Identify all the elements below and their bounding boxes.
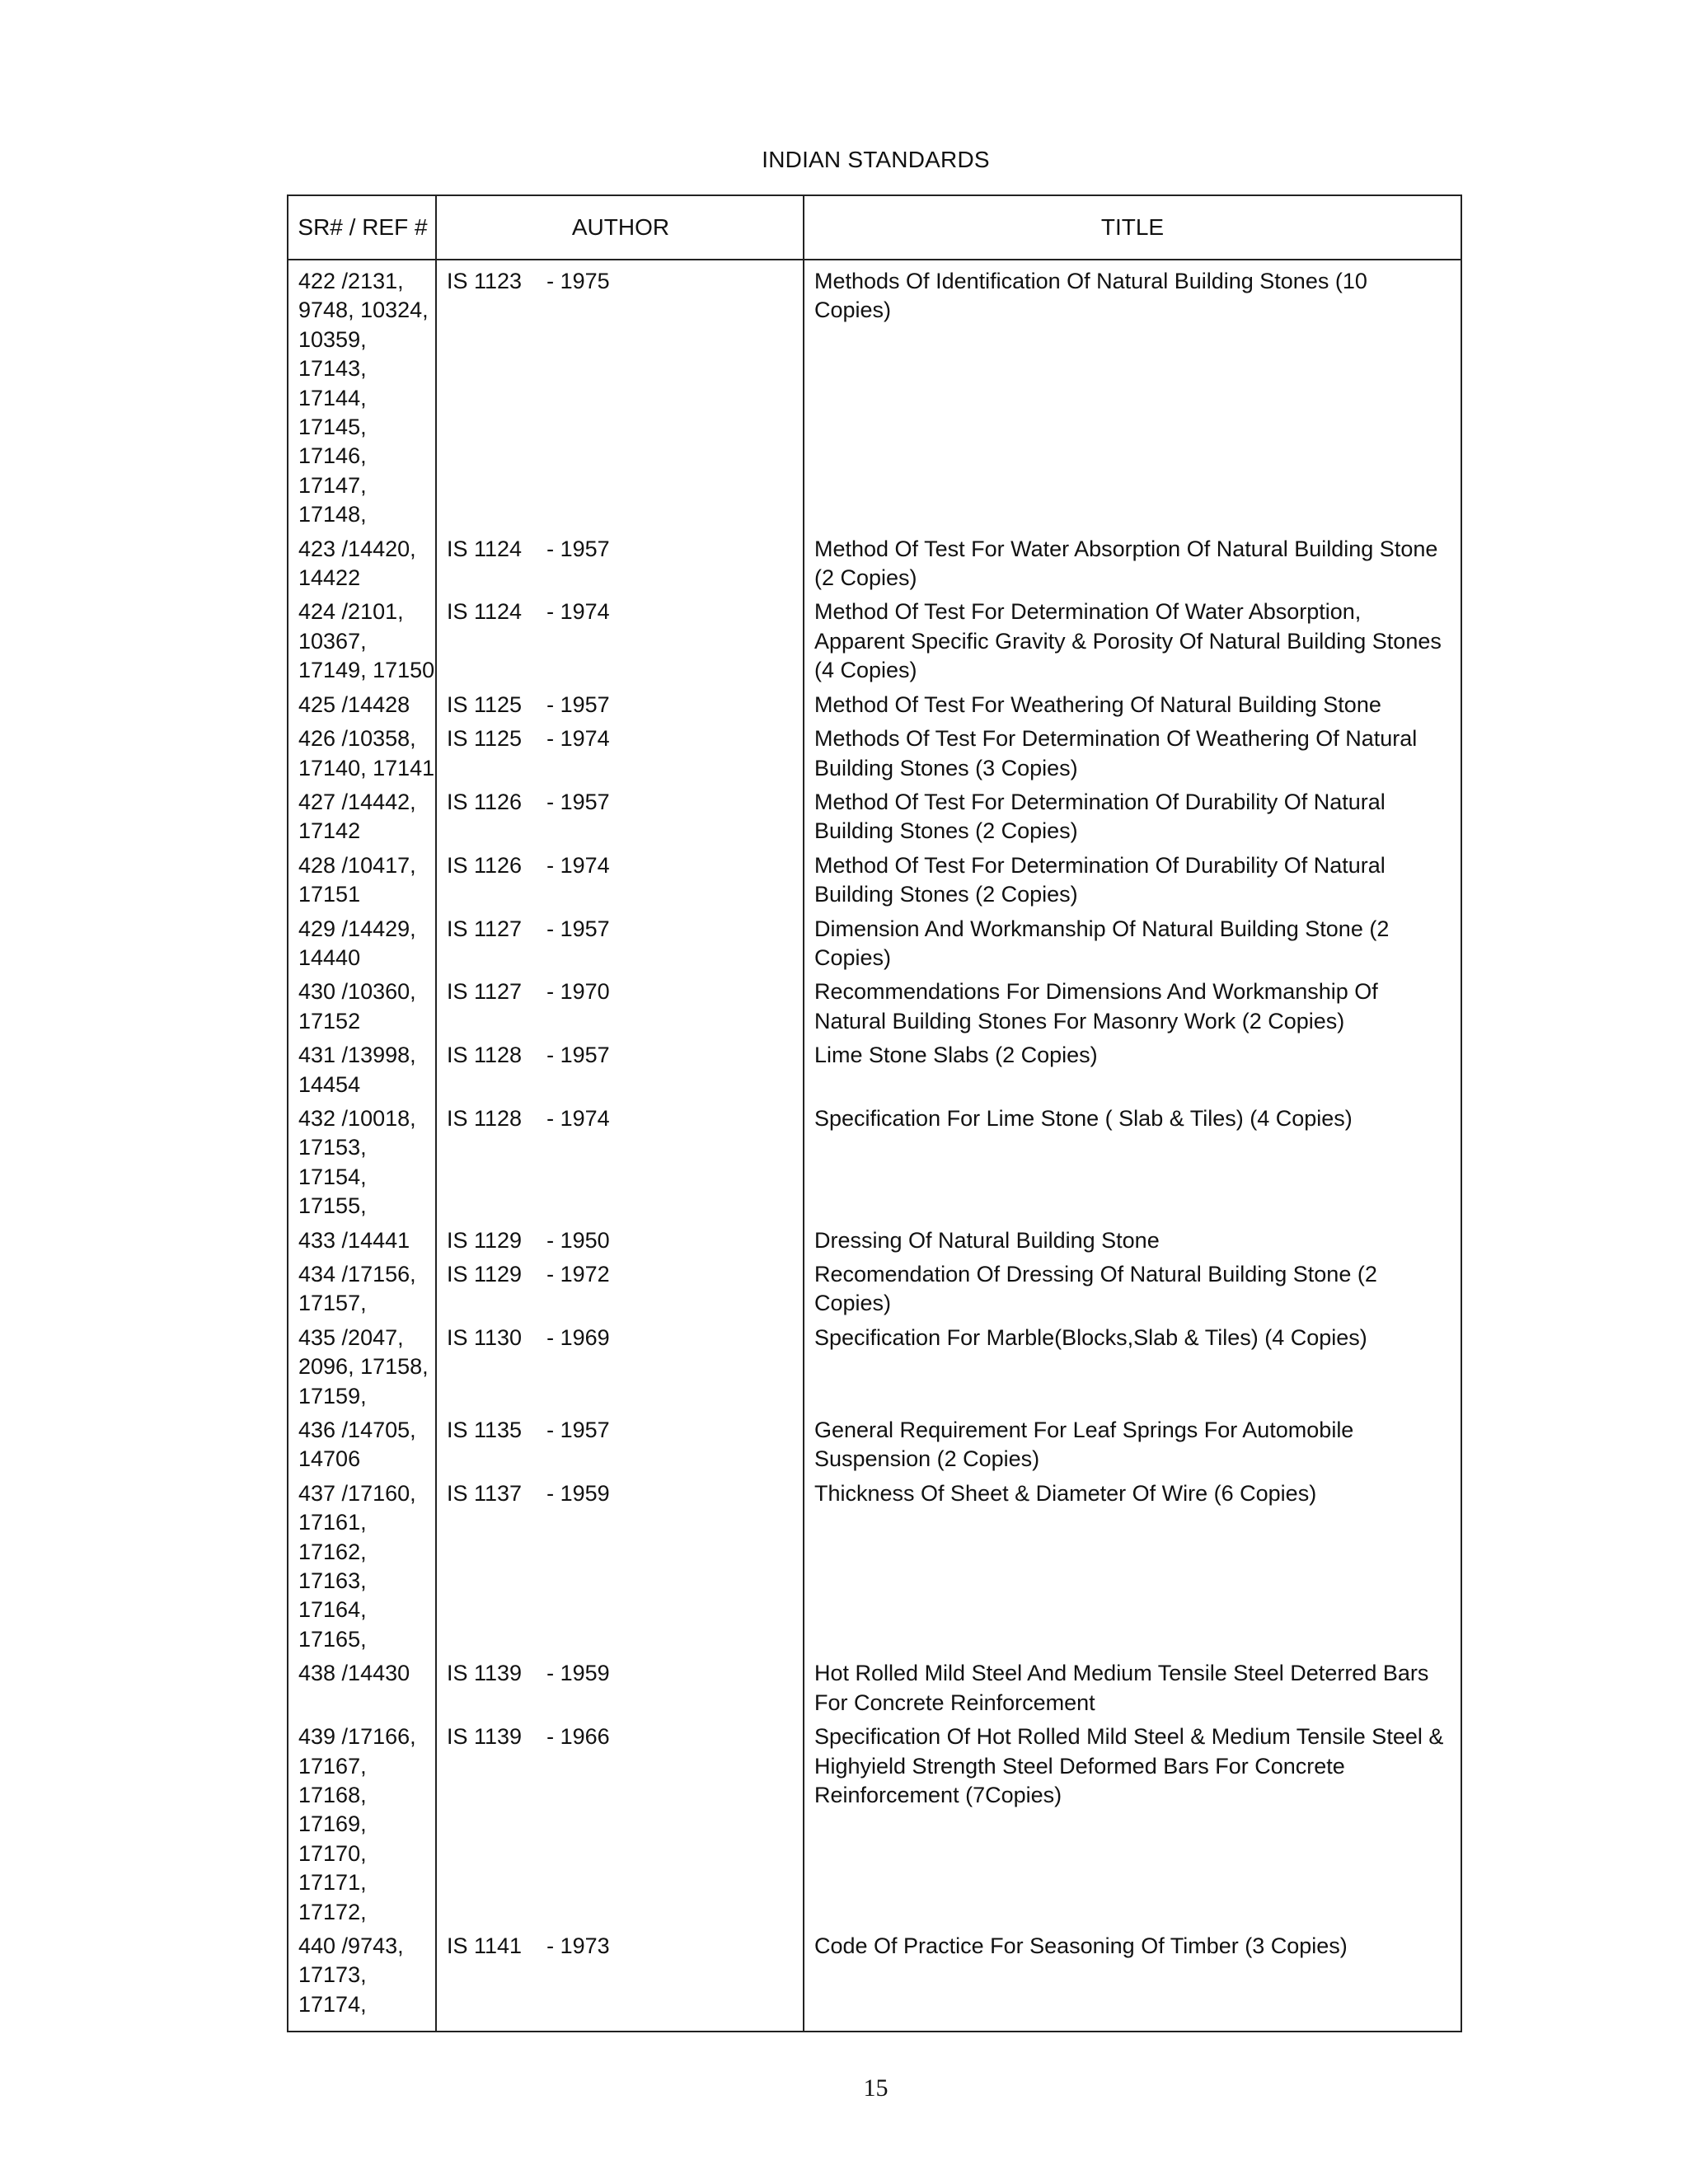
ref-line: 17172,	[298, 1899, 367, 1924]
ref-line: 10359,	[298, 326, 367, 352]
author-cell: IS 1135 - 1957	[447, 1418, 610, 1443]
ref-line: 17142	[298, 818, 361, 844]
ref-line: 17146,	[298, 443, 367, 469]
author-cell: IS 1128 - 1974	[447, 1105, 610, 1131]
ref-cell	[288, 691, 437, 719]
author-cell: IS 1124 - 1974	[447, 599, 610, 625]
ref-line: 437 /17160,	[298, 1480, 416, 1506]
ref-line: 17167,	[298, 1753, 367, 1779]
title-cell: Methods Of Test For Determination Of Weathering Of Natural Building Stones (3 Copies)	[814, 726, 1418, 780]
table-row	[288, 724, 1461, 783]
ref-line: 2096, 17158,	[298, 1354, 429, 1380]
ref-line: 17148,	[298, 502, 367, 527]
ref-line: 440 /9743,	[298, 1933, 404, 1958]
author-cell: IS 1130 - 1969	[447, 1324, 610, 1350]
title-cell: Methods Of Identification Of Natural Building Stones (10 Copies)	[814, 269, 1367, 323]
ref-line: 424 /2101,	[298, 599, 404, 625]
ref-line: 430 /10360,	[298, 979, 416, 1005]
author-cell: IS 1123 - 1975	[447, 269, 610, 293]
table-body	[288, 267, 1461, 2024]
ref-line: 439 /17166,	[298, 1724, 416, 1750]
author-cell: IS 1126 - 1974	[447, 852, 610, 878]
ref-cell	[288, 851, 437, 910]
column-header-title: TITLE	[1100, 214, 1165, 240]
ref-line: 428 /10417,	[298, 852, 416, 878]
ref-line: 435 /2047,	[298, 1324, 404, 1350]
ref-line: 423 /14420,	[298, 536, 416, 561]
ref-line: 17171,	[298, 1870, 367, 1896]
author-cell: IS 1137 - 1959	[447, 1480, 610, 1506]
title-cell: Specification Of Hot Rolled Mild Steel & Medium Tensile Steel & Highyield Strength Steel Deformed Bars For Concrete Reinforcement (7Copies)	[814, 1724, 1444, 1807]
title-cell: Lime Stone Slabs (2 Copies)	[814, 1043, 1098, 1068]
ref-line: 422 /2131,	[298, 269, 404, 293]
column-header-ref: SR# / REF #	[298, 214, 428, 240]
ref-cell	[288, 1226, 437, 1255]
author-cell: IS 1129 - 1972	[447, 1262, 610, 1286]
title-cell: Thickness Of Sheet & Diameter Of Wire (6 Copies)	[814, 1480, 1317, 1506]
ref-line: 17165,	[298, 1626, 367, 1652]
ref-line: 14454	[298, 1071, 361, 1097]
page-number: 15	[863, 2074, 889, 2102]
ref-line: 17168,	[298, 1782, 367, 1807]
ref-cell	[288, 1104, 437, 1221]
table-row	[288, 1104, 1461, 1221]
ref-line: 17153,	[298, 1135, 367, 1160]
ref-line: 17145,	[298, 415, 367, 440]
table-row	[288, 1041, 1461, 1099]
ref-line: 17174,	[298, 1991, 367, 2017]
ref-line: 426 /10358,	[298, 726, 416, 752]
author-cell: IS 1125 - 1957	[447, 691, 610, 717]
ref-line: 14440	[298, 944, 361, 970]
ref-line: 17149, 17150	[298, 658, 435, 683]
ref-line: 429 /14429,	[298, 916, 416, 941]
ref-cell	[288, 1260, 437, 1319]
ref-cell	[288, 915, 437, 973]
title-cell: Recommendations For Dimensions And Workmanship Of Natural Building Stones For Masonry Work (2 Copies)	[814, 979, 1378, 1033]
ref-line: 17144,	[298, 385, 367, 410]
ref-cell	[288, 788, 437, 846]
ref-cell	[288, 977, 437, 1036]
ref-line: 17151	[298, 882, 361, 907]
ref-cell	[288, 535, 437, 593]
ref-line: 17169,	[298, 1811, 367, 1837]
ref-line: 433 /14441	[298, 1227, 410, 1253]
ref-line: 17159,	[298, 1383, 367, 1408]
table-row	[288, 1932, 1461, 2019]
table-row	[288, 915, 1461, 973]
author-cell: IS 1128 - 1957	[447, 1043, 610, 1068]
ref-line: 10367,	[298, 628, 367, 654]
title-cell: Method Of Test For Determination Of Water Absorption, Apparent Specific Gravity & Porosity Of Natural Building Stones (4 Copies)	[814, 599, 1442, 683]
ref-line: 17154,	[298, 1164, 367, 1189]
ref-cell	[288, 724, 437, 783]
author-cell: IS 1127 - 1957	[447, 916, 610, 941]
ref-line: 14422	[298, 565, 361, 591]
ref-line: 17164,	[298, 1597, 367, 1623]
table-row	[288, 1416, 1461, 1474]
ref-line: 432 /10018,	[298, 1105, 416, 1131]
author-cell: IS 1126 - 1957	[447, 789, 610, 814]
author-cell: IS 1124 - 1957	[447, 536, 610, 561]
title-cell: Specification For Lime Stone ( Slab & Tiles) (4 Copies)	[814, 1105, 1353, 1131]
author-cell: IS 1127 - 1970	[447, 979, 610, 1005]
title-cell: Recomendation Of Dressing Of Natural Building Stone (2 Copies)	[814, 1262, 1377, 1316]
ref-cell	[288, 267, 437, 530]
ref-line: 17173,	[298, 1962, 367, 1988]
ref-line: 17157,	[298, 1291, 367, 1316]
ref-line: 17143,	[298, 356, 367, 382]
ref-line: 17155,	[298, 1193, 367, 1219]
ref-line: 17161,	[298, 1510, 367, 1535]
table-row	[288, 267, 1461, 530]
column-header-author: AUTHOR	[571, 214, 670, 240]
author-cell: IS 1125 - 1974	[447, 726, 610, 752]
ref-line: 425 /14428	[298, 691, 410, 717]
ref-line	[298, 1689, 437, 1718]
ref-cell	[288, 1479, 437, 1654]
ref-line: 17140, 17141	[298, 755, 435, 780]
title-cell: Dimension And Workmanship Of Natural Building Stone (2 Copies)	[814, 916, 1390, 970]
table-header-row	[288, 196, 1461, 260]
page-title: INDIAN STANDARDS	[762, 147, 990, 172]
title-cell: Method Of Test For Determination Of Durability Of Natural Building Stones (2 Copies)	[814, 789, 1386, 844]
ref-line: 17152	[298, 1008, 361, 1033]
table-row	[288, 1260, 1461, 1319]
author-cell: IS 1141 - 1973	[447, 1933, 610, 1958]
table-row	[288, 1659, 1461, 1718]
table-row	[288, 691, 1461, 719]
ref-line: 17170,	[298, 1840, 367, 1866]
title-cell: Dressing Of Natural Building Stone	[814, 1227, 1160, 1253]
ref-cell	[288, 1041, 437, 1099]
table-row	[288, 1722, 1461, 1927]
title-cell: Method Of Test For Weathering Of Natural Building Stone	[814, 691, 1381, 717]
title-cell: Code Of Practice For Seasoning Of Timber (3 Copies)	[814, 1933, 1348, 1958]
title-cell: Method Of Test For Water Absorption Of Natural Building Stone (2 Copies)	[814, 536, 1438, 591]
ref-cell	[288, 1722, 437, 1927]
table-row	[288, 1479, 1461, 1654]
ref-cell	[288, 1659, 437, 1718]
ref-cell	[288, 1416, 437, 1474]
table-row	[288, 598, 1461, 685]
table-row	[288, 1226, 1461, 1255]
author-cell: IS 1139 - 1966	[447, 1724, 610, 1750]
title-cell: Specification For Marble(Blocks,Slab & Tiles) (4 Copies)	[814, 1324, 1367, 1350]
title-cell: General Requirement For Leaf Springs For Automobile Suspension (2 Copies)	[814, 1418, 1354, 1472]
ref-line: 438 /14430	[298, 1661, 410, 1686]
title-cell: Method Of Test For Determination Of Durability Of Natural Building Stones (2 Copies)	[814, 852, 1386, 907]
ref-line: 427 /14442,	[298, 789, 416, 814]
table-row	[288, 977, 1461, 1036]
ref-cell	[288, 1324, 437, 1411]
title-cell: Hot Rolled Mild Steel And Medium Tensile Steel Deterred Bars For Concrete Reinforcement	[814, 1661, 1429, 1715]
author-cell: IS 1139 - 1959	[447, 1661, 610, 1686]
ref-cell	[288, 598, 437, 685]
author-cell: IS 1129 - 1950	[447, 1227, 610, 1253]
ref-line: 17147,	[298, 472, 367, 498]
ref-line: 431 /13998,	[298, 1043, 416, 1068]
ref-line: 436 /14705,	[298, 1418, 416, 1443]
standards-table	[287, 194, 1462, 2032]
table-row	[288, 851, 1461, 910]
ref-line: 17163,	[298, 1568, 367, 1594]
ref-line: 14706	[298, 1446, 361, 1472]
table-row	[288, 535, 1461, 593]
ref-line: 434 /17156,	[298, 1262, 416, 1286]
ref-line: 9748, 10324,	[298, 298, 429, 323]
table-row	[288, 1324, 1461, 1411]
ref-line: 17162,	[298, 1539, 367, 1564]
ref-cell	[288, 1932, 437, 2019]
table-row	[288, 788, 1461, 846]
